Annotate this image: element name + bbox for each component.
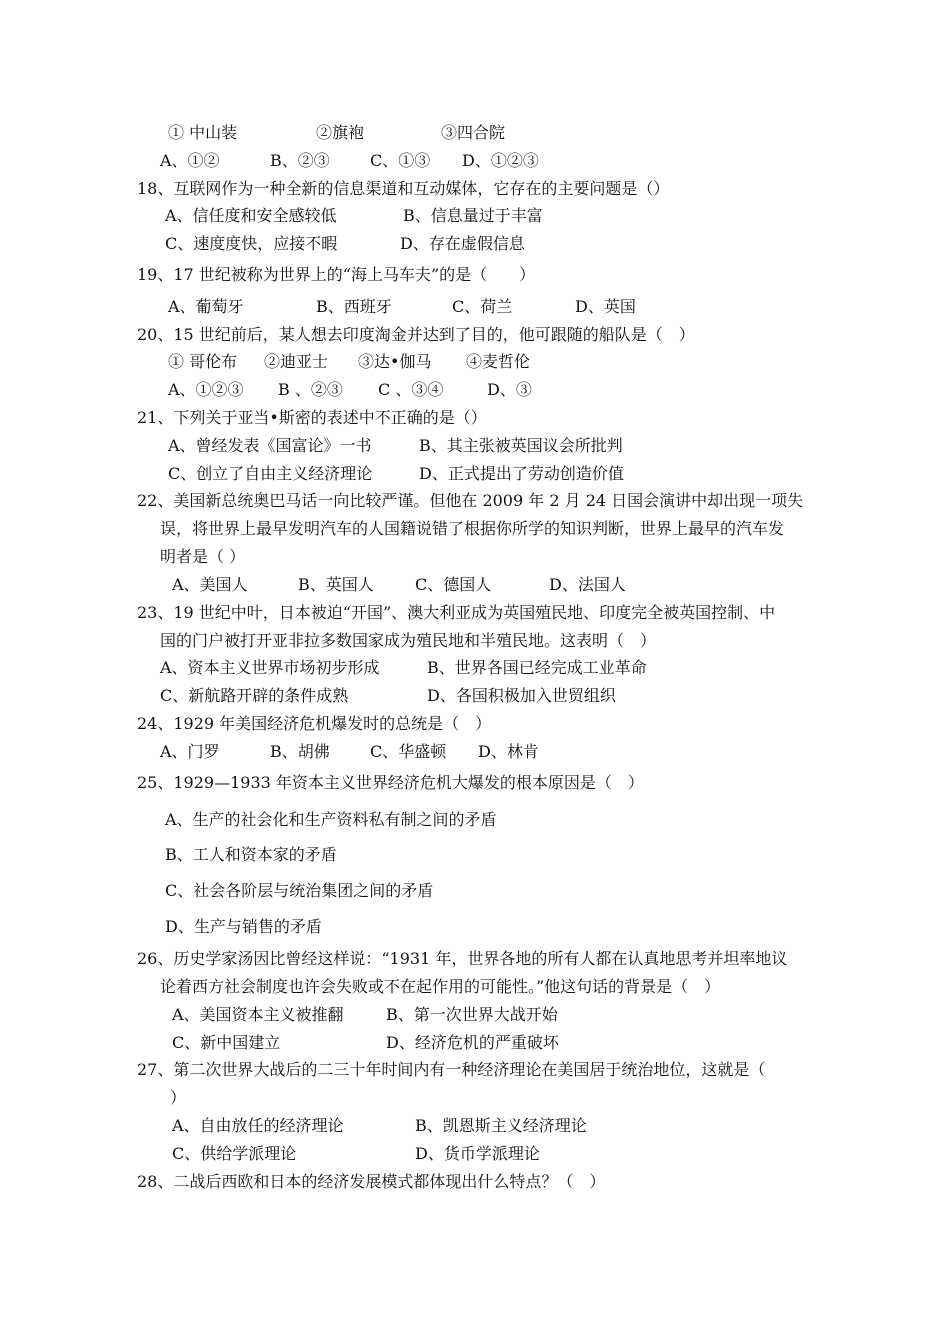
q20-item-4: ④麦哲伦 [466, 352, 531, 371]
q26-option-a: A、美国资本主义被推翻 [172, 1005, 344, 1024]
q24-option-a: A、门罗 [160, 742, 220, 761]
q20-stem: 20、15 世纪前后，某人想去印度淘金并达到了目的，他可跟随的船队是（ ） [137, 325, 695, 344]
q26-stem-line-1: 26、历史学家汤因比曾经这样说：“1931 年，世界各地的所有人都在认真地思考并坦率地议 [137, 949, 788, 968]
q24-option-c: C、华盛顿 [370, 742, 447, 761]
q25-option-d: D、生产与销售的矛盾 [165, 917, 322, 936]
q17-item-1: ① 中山装 [168, 123, 238, 142]
q19-option-c: C、荷兰 [452, 297, 513, 316]
q18-option-a: A、信任度和安全感较低 [165, 206, 337, 225]
q19-option-b: B、西班牙 [316, 297, 392, 316]
q21-stem: 21、下列关于亚当•斯密的表述中不正确的是（） [137, 408, 487, 427]
q20-item-1: ① 哥伦布 [168, 352, 238, 371]
q22-option-a: A、美国人 [172, 575, 248, 594]
q17-option-a: A、①② [160, 151, 220, 170]
q22-stem-line-3: 明者是（ ） [160, 547, 246, 566]
q20-option-c: C 、③④ [378, 380, 444, 399]
q18-stem: 18、互联网作为一种全新的信息渠道和互动媒体，它存在的主要问题是（） [137, 179, 670, 198]
q21-option-a: A、曾经发表《国富论》一书 [168, 436, 372, 455]
q17-option-c: C、①③ [370, 151, 431, 170]
q22-option-d: D、法国人 [549, 575, 626, 594]
q27-stem-line-2: ） [170, 1088, 187, 1107]
q17-option-d: D、①②③ [462, 151, 539, 170]
q23-option-c: C、新航路开辟的条件成熟 [160, 686, 349, 705]
q22-option-b: B、英国人 [298, 575, 374, 594]
q23-stem-line-2: 国的门户被打开亚非拉多数国家成为殖民地和半殖民地。这表明（ ） [160, 631, 657, 650]
q22-stem-line-1: 22、美国新总统奥巴马话一向比较严谨。但他在 2009 年 2 月 24 日国会演讲中却出现一项失 [137, 491, 804, 510]
q26-stem-line-2: 论着西方社会制度也许会失败或不在起作用的可能性。”他这句话的背景是（ ） [160, 977, 721, 996]
q19-option-a: A、葡萄牙 [168, 297, 244, 316]
q17-item-2: ②旗袍 [316, 123, 365, 142]
q22-option-c: C、德国人 [415, 575, 492, 594]
q25-option-b: B、工人和资本家的矛盾 [165, 845, 337, 864]
q17-option-b: B、②③ [270, 151, 330, 170]
q27-option-c: C、供给学派理论 [172, 1144, 297, 1163]
q24-stem: 24、1929 年美国经济危机爆发时的总统是（ ） [137, 714, 492, 733]
q26-option-c: C、新中国建立 [172, 1033, 281, 1052]
q28-stem: 28、二战后西欧和日本的经济发展模式都体现出什么特点？（ ） [137, 1172, 606, 1191]
q26-option-d: D、经济危机的严重破坏 [386, 1033, 559, 1052]
q27-option-d: D、货币学派理论 [415, 1144, 540, 1163]
q22-stem-line-2: 误，将世界上最早发明汽车的人国籍说错了根据你所学的知识判断，世界上最早的汽车发 [160, 519, 785, 538]
q23-option-a: A、资本主义世界市场初步形成 [160, 658, 380, 677]
q20-option-d: D、③ [487, 380, 532, 399]
q20-item-2: ②迪亚士 [264, 352, 329, 371]
q21-option-b: B、其主张被英国议会所批判 [419, 436, 623, 455]
q18-option-b: B、信息量过于丰富 [403, 206, 543, 225]
q27-option-b: B、凯恩斯主义经济理论 [415, 1116, 587, 1135]
q20-item-3: ③达•伽马 [358, 352, 432, 371]
q25-stem: 25、1929—1933 年资本主义世界经济危机大爆发的根本原因是（ ） [137, 773, 644, 792]
q19-stem: 19、17 世纪被称为世界上的“海上马车夫”的是（ ） [137, 265, 536, 284]
q25-option-c: C、社会各阶层与统治集团之间的矛盾 [165, 881, 434, 900]
q18-option-c: C、速度度快，应接不暇 [165, 234, 338, 253]
q27-option-a: A、自由放任的经济理论 [172, 1116, 344, 1135]
q24-option-d: D、林肯 [478, 742, 539, 761]
q20-option-a: A、①②③ [168, 380, 244, 399]
q21-option-c: C、创立了自由主义经济理论 [168, 464, 373, 483]
q23-stem-line-1: 23、19 世纪中叶，日本被迫“开国”、澳大利亚成为英国殖民地、印度完全被英国控制、中 [137, 603, 776, 622]
q23-option-b: B、世界各国已经完成工业革命 [427, 658, 647, 677]
q19-option-d: D、英国 [575, 297, 636, 316]
q21-option-d: D、正式提出了劳动创造价值 [419, 464, 624, 483]
q25-option-a: A、生产的社会化和生产资料私有制之间的矛盾 [165, 810, 497, 829]
q17-item-3: ③四合院 [441, 123, 506, 142]
q23-option-d: D、各国积极加入世贸组织 [427, 686, 616, 705]
q27-stem-line-1: 27、第二次世界大战后的二三十年时间内有一种经济理论在美国居于统治地位，这就是（ [137, 1060, 766, 1079]
q24-option-b: B、胡佛 [270, 742, 330, 761]
q26-option-b: B、第一次世界大战开始 [386, 1005, 558, 1024]
q20-option-b: B 、②③ [278, 380, 343, 399]
q18-option-d: D、存在虚假信息 [400, 234, 525, 253]
